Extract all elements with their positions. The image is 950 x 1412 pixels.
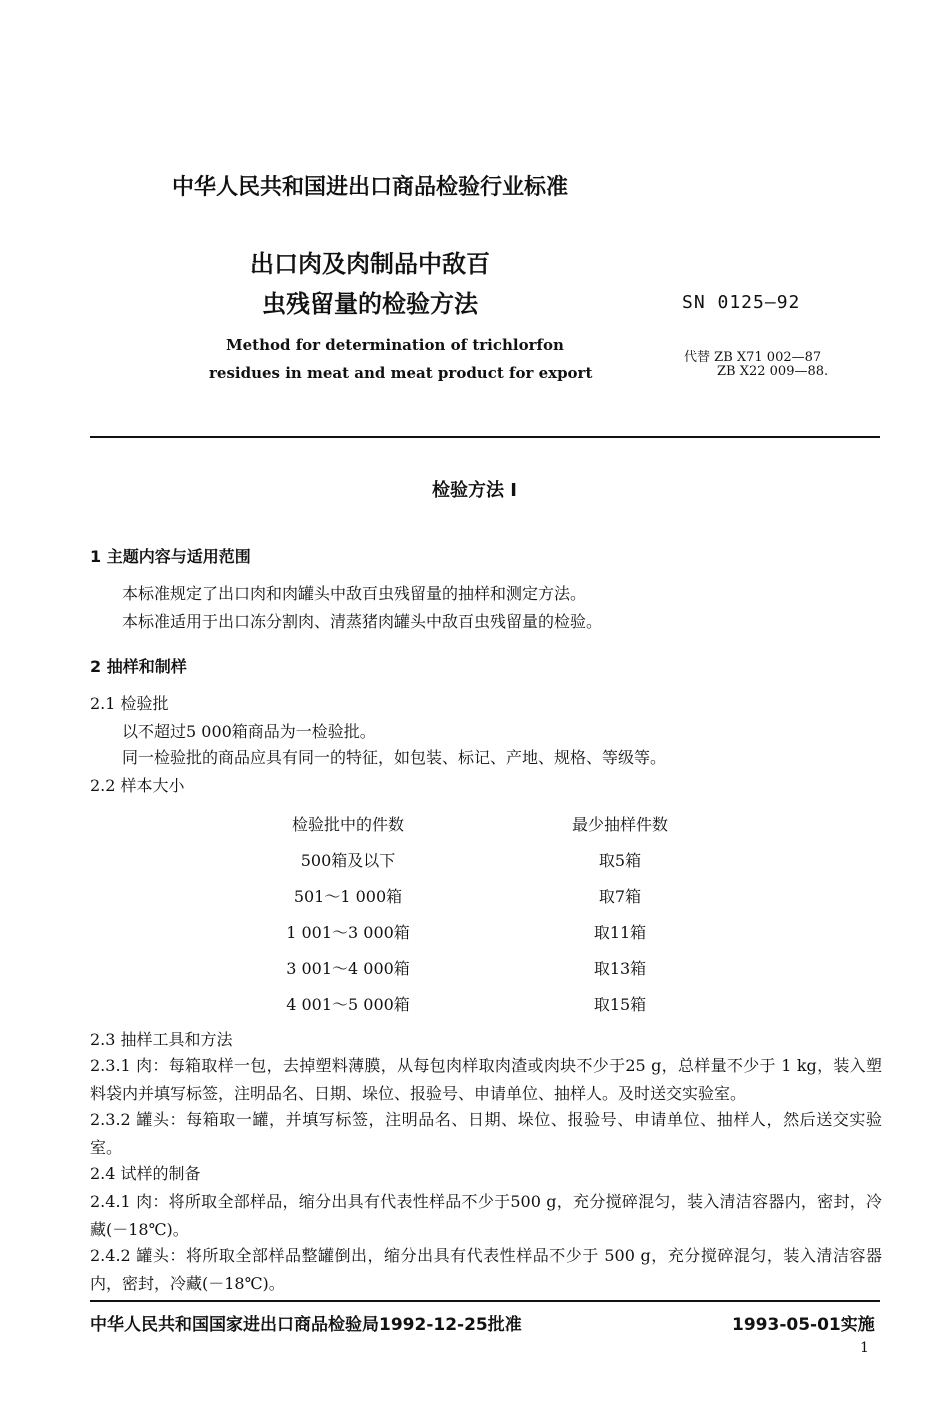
section-1-heading: 1 主题内容与适用范围 (90, 547, 251, 566)
standard-category: 中华人民共和国进出口商品检验行业标准 (172, 175, 569, 200)
section-2-1-paragraph-2: 同一检验批的商品应具有同一的特征，如包装、标记、产地、规格、等级等。 (122, 748, 667, 767)
section-2-4-1: 2.4.1 肉：将所取全部样品，缩分出具有代表性样品不少于500 g，充分搅碎混匀，装入清洁容器内，密封，冷藏(－18℃)。 (90, 1192, 882, 1239)
replaces-2: ZB X22 009—88. (717, 364, 829, 379)
page-number: 1 (860, 1340, 869, 1356)
standard-number: SN 0125—92 (682, 292, 801, 313)
section-2-2-heading: 2.2 样本大小 (90, 776, 185, 795)
section-1-paragraph-2: 本标准适用于出口冻分割肉、清蒸猪肉罐头中敌百虫残留量的检验。 (122, 612, 603, 631)
table-row-min: 取11箱 (593, 923, 647, 942)
replaces-block (684, 346, 821, 365)
table-row-min: 取7箱 (598, 887, 642, 906)
replaces-1: ZB X71 002—87 (714, 350, 822, 365)
table-row-min: 取13箱 (593, 959, 647, 978)
footer-divider (90, 1300, 880, 1302)
section-2-4-heading: 2.4 试样的制备 (90, 1164, 201, 1183)
title-cn-line2: 虫残留量的检验方法 (262, 290, 478, 318)
title-cn-line1: 出口肉及肉制品中敌百 (250, 250, 490, 278)
replaces-label: 代替 (684, 350, 711, 365)
section-1-paragraph-1: 本标准规定了出口肉和肉罐头中敌百虫残留量的抽样和测定方法。 (122, 584, 587, 603)
section-2-1-heading: 2.1 检验批 (90, 694, 169, 713)
section-2-3-2: 2.3.2 罐头：每箱取一罐，并填写标签，注明品名、日期、垛位、报验号、申请单位、抽样人，然后送交实验室。 (90, 1110, 882, 1157)
table-row-lot: 3 001～4 000箱 (286, 959, 410, 978)
title-en-line1: Method for determination of trichlorfon (226, 336, 564, 354)
table-row-lot: 1 001～3 000箱 (286, 923, 410, 942)
header-divider (90, 436, 880, 438)
section-2-heading: 2 抽样和制样 (90, 657, 187, 676)
section-2-4-2: 2.4.2 罐头：将所取全部样品整罐倒出，缩分出具有代表性样品不少于 500 g，充分搅碎混匀，装入清洁容器内，密封，冷藏(－18℃)。 (90, 1246, 882, 1293)
table-header-min: 最少抽样件数 (571, 815, 668, 834)
table-row-lot: 501～1 000箱 (293, 887, 403, 906)
table-header-lot: 检验批中的件数 (291, 815, 404, 834)
table-row-min: 取15箱 (593, 995, 647, 1014)
section-2-1-paragraph-1: 以不超过5 000箱商品为一检验批。 (122, 722, 376, 741)
approval-statement: 中华人民共和国国家进出口商品检验局1992-12-25批准 (90, 1315, 522, 1335)
section-2-3-heading: 2.3 抽样工具和方法 (90, 1030, 233, 1049)
table-row-min: 取5箱 (598, 851, 642, 870)
table-row-lot: 4 001～5 000箱 (286, 995, 410, 1014)
section-2-3-1: 2.3.1 肉：每箱取样一包，去掉塑料薄膜，从每包肉样取肉渣或肉块不少于25 g，总样量不少于 1 kg，装入塑料袋内并填写标签，注明品名、日期、垛位、报验号、申请单位、抽样人。及时送交实验室。 (90, 1056, 882, 1103)
table-row-lot: 500箱及以下 (300, 851, 396, 870)
method-heading: 检验方法 I (432, 480, 517, 501)
title-en-line2: residues in meat and meat product for export (209, 364, 593, 382)
effective-date: 1993-05-01实施 (732, 1315, 875, 1335)
